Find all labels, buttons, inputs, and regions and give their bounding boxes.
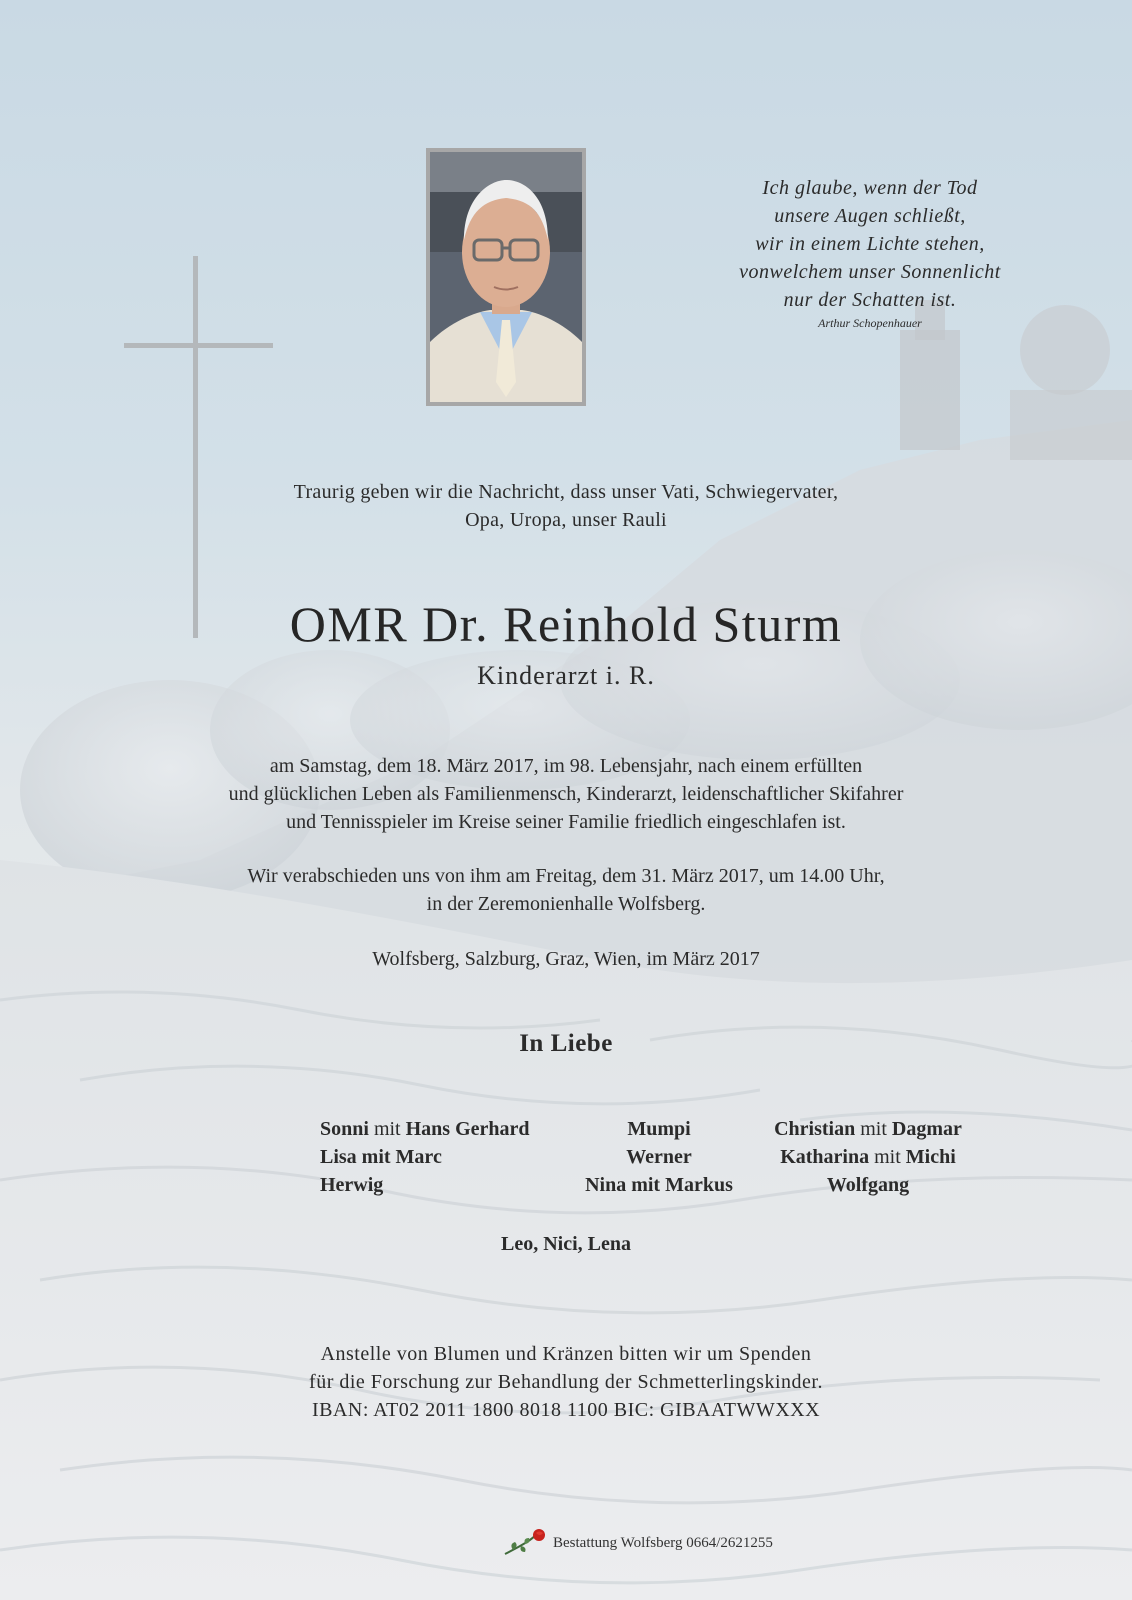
donation-line: Anstelle von Blumen und Kränzen bitten wir um Spenden (320, 1343, 812, 1365)
family-column-3 (758, 1115, 978, 1199)
quote-line: Ich glaube, wenn der Tod (762, 177, 978, 199)
in-love-heading: In Liebe (519, 1030, 613, 1057)
funeral-home-contact: Bestattung Wolfsberg 0664/2621255 (553, 1534, 773, 1551)
donation-line: IBAN: AT02 2011 1800 8018 1100 BIC: GIBAATWWXXX (311, 1399, 821, 1421)
funeral-home-footer (503, 1528, 773, 1558)
farewell-notice (0, 862, 1132, 918)
family-column-2 (584, 1115, 734, 1199)
intro-text (0, 478, 1132, 534)
family-entry: Mumpi (627, 1118, 691, 1140)
intro-line: Opa, Uropa, unser Rauli (465, 509, 667, 531)
farewell-line: in der Zeremonienhalle Wolfsberg. (426, 893, 706, 915)
family-entry: Sonni mit Hans Gerhard (320, 1118, 530, 1140)
family-entry: Wolfgang (826, 1174, 910, 1196)
quote-author: Arthur Schopenhauer (818, 316, 922, 330)
death-notice-line: und Tennisspieler im Kreise seiner Familie friedlich eingeschlafen ist. (286, 811, 846, 833)
quote-line: nur der Schatten ist. (783, 289, 957, 311)
death-notice (0, 752, 1132, 836)
portrait-photo (430, 152, 582, 402)
quote-block (700, 174, 1040, 330)
death-notice-line: am Samstag, dem 18. März 2017, im 98. Lebensjahr, nach einem erfüllten (269, 755, 863, 777)
family-entry: Christian mit Dagmar (774, 1118, 962, 1140)
family-entry: Nina mit Markus (585, 1174, 733, 1196)
deceased-name: OMR Dr. Reinhold Sturm (289, 596, 843, 652)
death-notice-line: und glücklichen Leben als Familienmensch, Kinderarzt, leidenschaftlicher Skifahrer (228, 783, 904, 805)
family-column-1 (320, 1115, 530, 1199)
grandchildren: Leo, Nici, Lena (501, 1233, 631, 1255)
quote-line: wir in einem Lichte stehen, (755, 233, 985, 255)
rose-icon (503, 1528, 549, 1558)
quote-line: unsere Augen schließt, (774, 205, 966, 227)
deceased-profession: Kinderarzt i. R. (477, 661, 655, 690)
place-date: Wolfsberg, Salzburg, Graz, Wien, im März 2017 (372, 948, 760, 970)
family-entry: Katharina mit Michi (780, 1146, 956, 1168)
family-entry: Werner (626, 1146, 692, 1168)
cross-horizontal-bar (124, 343, 273, 348)
cross-vertical-bar (193, 256, 198, 638)
donation-line: für die Forschung zur Behandlung der Schmetterlingskinder. (309, 1371, 823, 1393)
donation-request (0, 1340, 1132, 1424)
family-entry: Lisa mit Marc (320, 1146, 442, 1168)
family-entry: Herwig (320, 1174, 384, 1196)
intro-line: Traurig geben wir die Nachricht, dass unser Vati, Schwiegervater, (293, 481, 839, 503)
portrait-photo-frame (426, 148, 586, 406)
quote-line: vonwelchem unser Sonnenlicht (739, 261, 1001, 283)
farewell-line: Wir verabschieden uns von ihm am Freitag, dem 31. März 2017, um 14.00 Uhr, (247, 865, 885, 887)
